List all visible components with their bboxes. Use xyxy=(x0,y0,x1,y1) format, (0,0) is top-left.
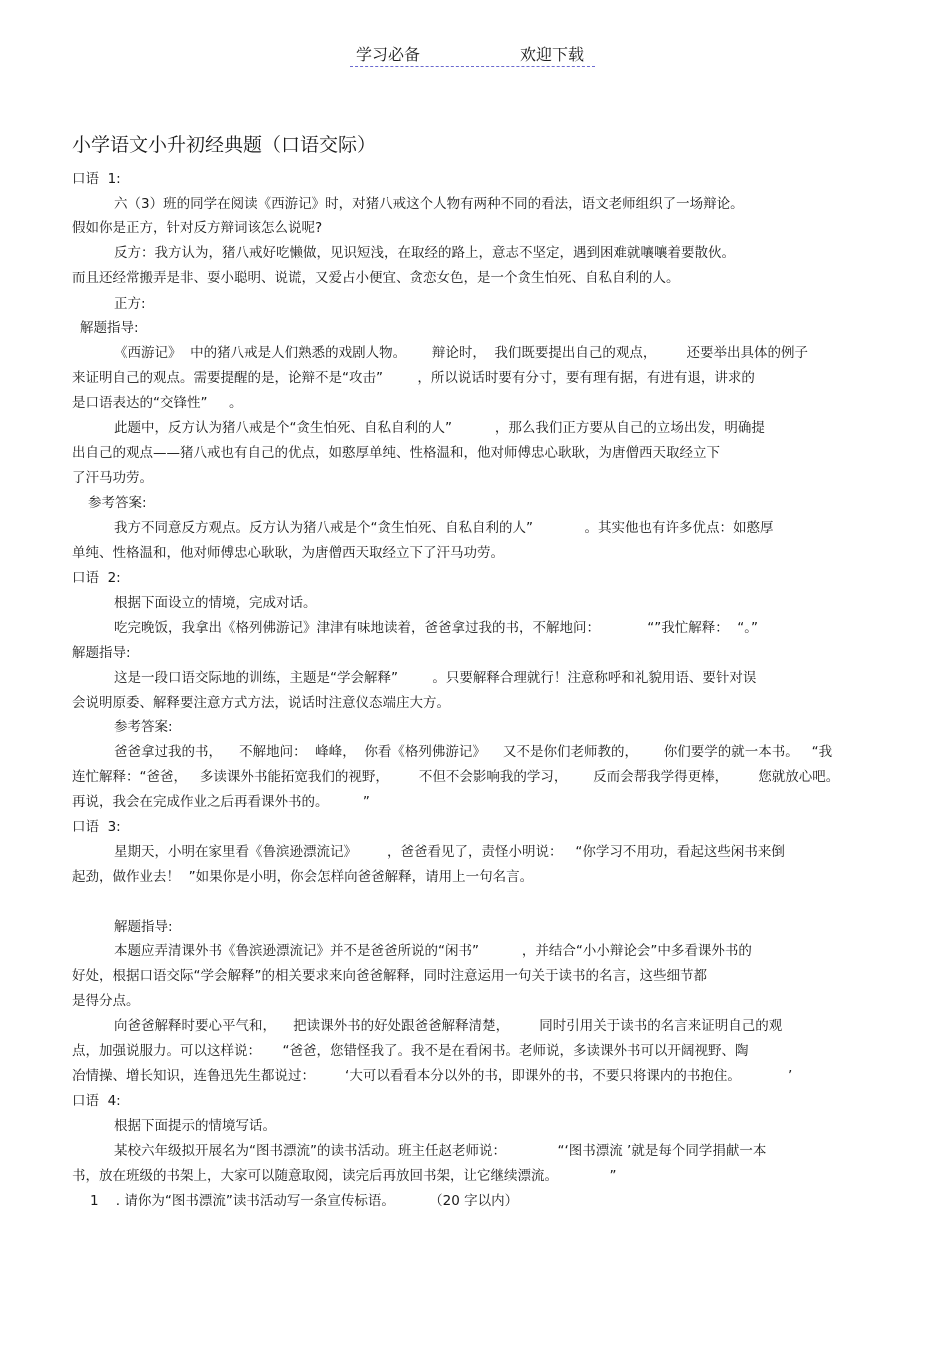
paragraph-line: 反方：我方认为，猪八戒好吃懒做，见识短浅，在取经的路上，意志不坚定，遇到困难就嚷嚷着要散伙。 xyxy=(114,245,735,261)
paragraph-line: 会说明原委、解释要注意方式方法，说话时注意仪态端庄大方。 xyxy=(72,695,450,711)
paragraph-line: 六（3）班的同学在阅读《西游记》时，对猪八戒这个人物有两种不同的看法，语文老师组织了一场辩论。 xyxy=(114,196,744,212)
page-header xyxy=(350,42,595,67)
paragraph-line: 来证明自己的观点。需要提醒的是，论辩不是“攻击” ，所以说话时要有分寸，要有理有据，有进有退，讲求的 xyxy=(72,370,755,386)
paragraph-line: 此题中，反方认为猪八戒是个“贪生怕死、自私自利的人” ，那么我们正方要从自己的立场出发，明确提 xyxy=(114,420,765,436)
paragraph-line: 本题应弄清课外书《鲁滨逊漂流记》并不是爸爸所说的“闲书” ，并结合“小小辩论会”中多看课外书的 xyxy=(114,943,752,959)
paragraph-line: 是口语表达的“交锋性” 。 xyxy=(72,395,243,411)
section-heading-2: 口语 2: xyxy=(72,570,121,586)
paragraph-line: 好处，根据口语交际“学会解释”的相关要求来向爸爸解释，同时注意运用一句关于读书的名言，这些细节都 xyxy=(72,968,707,984)
paragraph-line: 《西游记》 中的猪八戒是人们熟悉的戏剧人物。 辩论时， 我们既要提出自己的观点， 还要举出具体的例子 xyxy=(114,345,808,361)
paragraph-line: 再说，我会在完成作业之后再看课外书的。 ” xyxy=(72,794,370,810)
paragraph-line: 某校六年级拟开展名为“图书漂流”的读书活动。班主任赵老师说： “‘图书漂流 ’就是每个同学捐献一本 xyxy=(114,1143,767,1159)
paragraph-line: 根据下面设立的情境，完成对话。 xyxy=(114,595,317,611)
header-left-text: 学习必备 xyxy=(356,45,421,64)
paragraph-line: 出自己的观点——猪八戒也有自己的优点，如憨厚单纯、性格温和，他对师傅忠心耿耿，为唐僧西天取经立下 xyxy=(72,445,720,461)
subheading-guide: 解题指导: xyxy=(114,919,173,935)
paragraph-line: 是得分点。 xyxy=(72,993,140,1009)
section-heading-1: 口语 1: xyxy=(72,171,121,187)
paragraph-line: 星期天，小明在家里看《鲁滨逊漂流记》 ，爸爸看见了，责怪小明说： “你学习不用功，看起这些闲书来倒 xyxy=(114,844,785,860)
subheading-guide: 解题指导: xyxy=(72,645,131,661)
subheading-guide: 解题指导: xyxy=(80,320,139,336)
paragraph-line: 爸爸拿过我的书， 不解地问： 峰峰， 你看《格列佛游记》 又不是你们老师教的， 你们要学的就一本书。 “我 xyxy=(114,744,833,760)
paragraph-line: 吃完晚饭，我拿出《格列佛游记》津津有味地读着，爸爸拿过我的书，不解地问： “”我忙解释： “。” xyxy=(114,620,759,636)
section-heading-3: 口语 3: xyxy=(72,819,121,835)
paragraph-line: 我方不同意反方观点。反方认为猪八戒是个“贪生怕死、自私自利的人” 。其实他也有许多优点：如憨厚 xyxy=(114,520,774,536)
paragraph-line: 单纯、性格温和，他对师傅忠心耿耿，为唐僧西天取经立下了汗马功劳。 xyxy=(72,545,504,561)
paragraph-line: 起劲，做作业去！ ”如果你是小明，你会怎样向爸爸解释，请用上一句名言。 xyxy=(72,869,534,885)
question-item-1: 1 . 请你为“图书漂流”读书活动写一条宣传标语。 （20 字以内） xyxy=(90,1193,519,1209)
paragraph-line: 冶情操、增长知识，连鲁迅先生都说过： ‘大可以看看本分以外的书，即课外的书，不要只将课内的书抱住。 ’ xyxy=(72,1068,793,1084)
paragraph-line: 连忙解释：“爸爸， 多读课外书能拓宽我们的视野， 不但不会影响我的学习， 反而会帮我学得更棒， 您就放心吧。 xyxy=(72,769,840,785)
paragraph-line: 向爸爸解释时要心平气和， 把读课外书的好处跟爸爸解释清楚， 同时引用关于读书的名言来证明自己的观 xyxy=(114,1018,783,1034)
section-heading-4: 口语 4: xyxy=(72,1093,121,1109)
paragraph-line: 这是一段口语交际地的训练，主题是“学会解释” 。只要解释合理就行！注意称呼和礼貌用语、要针对误 xyxy=(114,670,757,686)
paragraph-line: 点，加强说服力。可以这样说： “爸爸，您错怪我了。我不是在看闲书。老师说，多读课外书可以开阔视野、陶 xyxy=(72,1043,749,1059)
paragraph-line: 了汗马功劳。 xyxy=(72,470,153,486)
paragraph-line: 而且还经常搬弄是非、耍小聪明、说谎，又爱占小便宜、贪恋女色，是一个贪生怕死、自私自利的人。 xyxy=(72,270,680,286)
paragraph-line: 书，放在班级的书架上，大家可以随意取阅，读完后再放回书架，让它继续漂流。 ” xyxy=(72,1168,617,1184)
header-right-text: 欢迎下载 xyxy=(520,45,585,64)
page-title: 小学语文小升初经典题（口语交际） xyxy=(72,134,377,156)
paragraph-line: 根据下面提示的情境写话。 xyxy=(114,1118,276,1134)
subheading-answer: 参考答案: xyxy=(114,719,173,735)
paragraph-line: 正方: xyxy=(114,296,146,312)
subheading-answer: 参考答案: xyxy=(88,495,147,511)
paragraph-line: 假如你是正方，针对反方辩词该怎么说呢? xyxy=(72,220,323,236)
